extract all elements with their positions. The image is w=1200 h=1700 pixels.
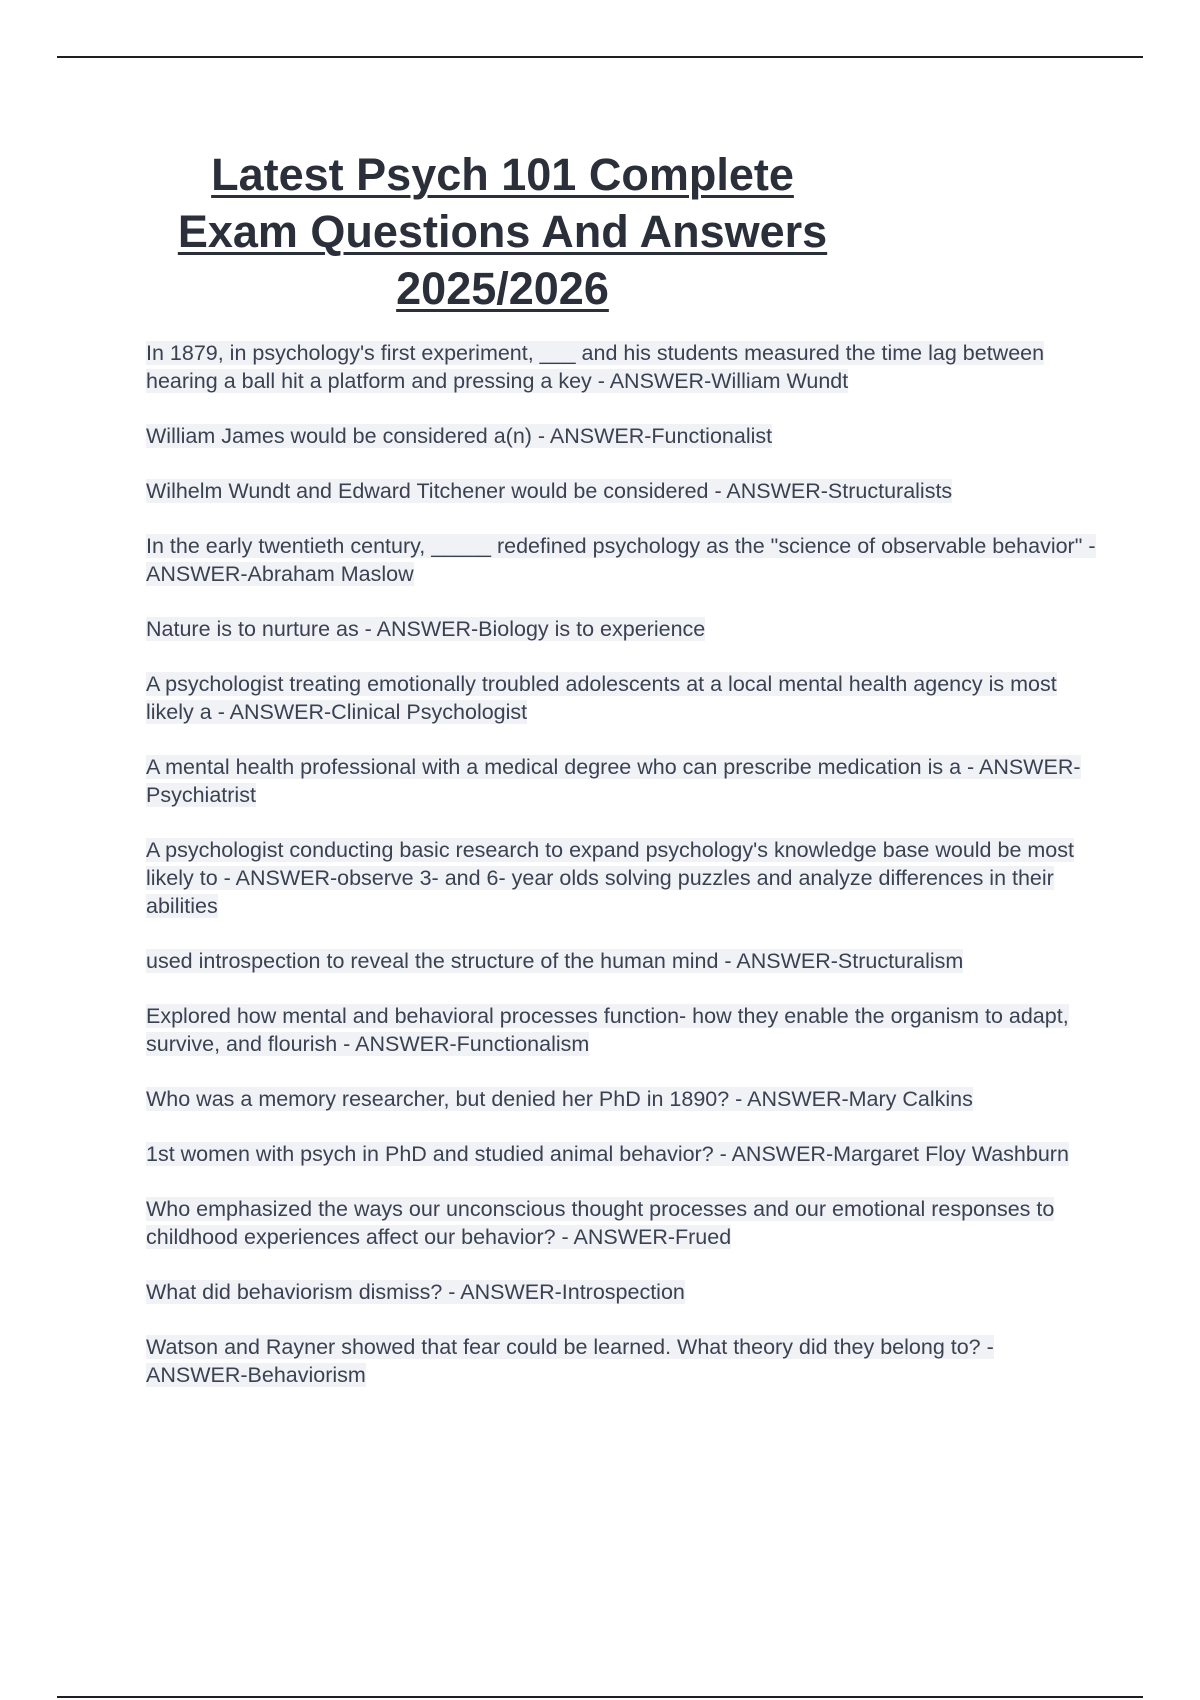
qa-text: In the early twentieth century, _____ redefined psychology as the "science of observable behavior" - ANSWER-Abraham Maslow [146,534,1096,586]
qa-item [146,670,1096,726]
top-rule [57,56,1143,58]
qa-item [146,1333,1096,1389]
qa-item [146,1278,1096,1306]
qa-text: What did behaviorism dismiss? - ANSWER-Introspection [146,1280,685,1304]
qa-item [146,947,1096,975]
qa-text: Explored how mental and behavioral processes function- how they enable the organism to adapt, survive, and flourish - ANSWER-Functionalism [146,1004,1069,1056]
qa-item [146,753,1096,809]
qa-item [146,1002,1096,1058]
qa-text: A mental health professional with a medical degree who can prescribe medication is a - ANSWER-Psychiatrist [146,755,1081,807]
document-title [100,146,905,317]
qa-text: used introspection to reveal the structure of the human mind - ANSWER-Structuralism [146,949,964,973]
qa-item [146,615,1096,643]
qa-item [146,477,1096,505]
title-line-1: Latest Psych 101 Complete [211,149,794,200]
qa-text: In 1879, in psychology's first experiment, ___ and his students measured the time lag between hearing a ball hit a platform and pressing a key - ANSWER-William Wundt [146,341,1045,393]
qa-item [146,422,1096,450]
qa-item [146,1195,1096,1251]
title-line-3: 2025/2026 [396,263,609,314]
qa-item [146,1140,1096,1168]
qa-item [146,1085,1096,1113]
qa-list [146,339,1096,1416]
qa-text: Watson and Rayner showed that fear could be learned. What theory did they belong to? - ANSWER-Behaviorism [146,1335,994,1387]
qa-text: Who emphasized the ways our unconscious thought processes and our emotional responses to childhood experiences affect our behavior? - ANSWER-Frued [146,1197,1055,1249]
title-line-2: Exam Questions And Answers [177,206,828,257]
qa-text: Wilhelm Wundt and Edward Titchener would be considered - ANSWER-Structuralists [146,479,953,503]
qa-text: 1st women with psych in PhD and studied animal behavior? - ANSWER-Margaret Floy Washburn [146,1142,1069,1166]
qa-item [146,532,1096,588]
qa-text: A psychologist conducting basic research to expand psychology's knowledge base would be most likely to - ANSWER-observe 3- and 6- year olds solving puzzles and analyze differences in their abilities [146,838,1074,918]
qa-text: Nature is to nurture as - ANSWER-Biology is to experience [146,617,706,641]
qa-text: William James would be considered a(n) - ANSWER-Functionalist [146,424,773,448]
qa-item [146,836,1096,920]
qa-item [146,339,1096,395]
bottom-rule [57,1696,1143,1698]
qa-text: Who was a memory researcher, but denied her PhD in 1890? - ANSWER-Mary Calkins [146,1087,973,1111]
qa-text: A psychologist treating emotionally troubled adolescents at a local mental health agency is most likely a - ANSWER-Clinical Psychologist [146,672,1057,724]
